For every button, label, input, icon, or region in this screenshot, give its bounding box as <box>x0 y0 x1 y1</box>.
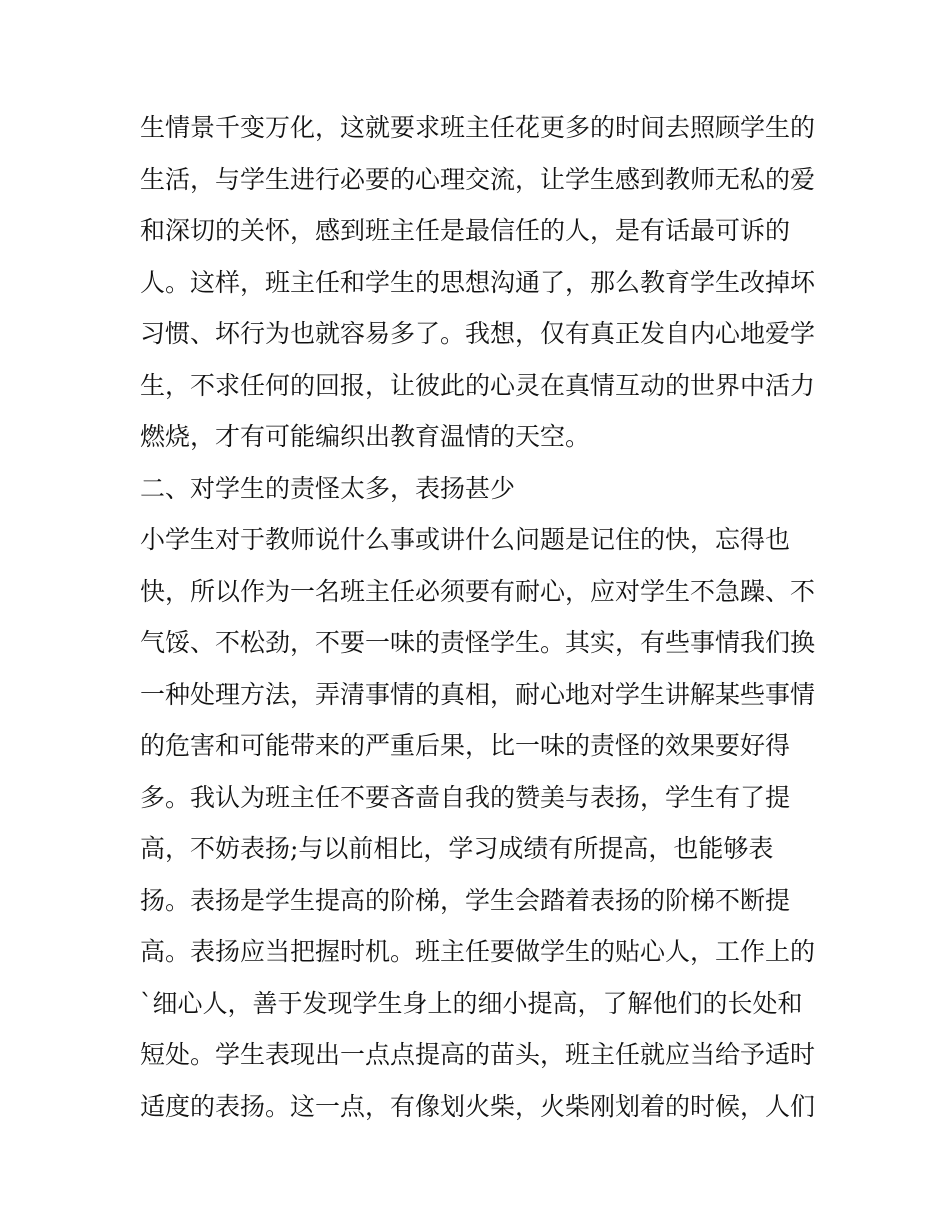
text-line: 的危害和可能带来的严重后果，比一味的责怪的效果要好得 <box>140 731 791 760</box>
text-line: 多。我认为班主任不要吝啬自我的赞美与表扬，学生有了提 <box>140 782 791 812</box>
text-line: 和深切的关怀，感到班主任是最信任的人，是有话最可诉的 <box>140 216 791 245</box>
text-line: 气馁、不松劲，不要一味的责怪学生。其实，有些事情我们换 <box>140 628 816 657</box>
text-line: 一种处理方法，弄清事情的真相，耐心地对学生讲解某些事情 <box>140 679 816 709</box>
text-line: 适度的表扬。这一点，有像划火柴，火柴刚划着的时候，人们 <box>140 1091 816 1121</box>
text-line: 小学生对于教师说什么事或讲什么问题是记住的快，忘得也 <box>140 525 791 554</box>
text-line: 扬。表扬是学生提高的阶梯，学生会踏着表扬的阶梯不断提 <box>140 885 791 915</box>
text-line: 生，不求任何的回报，让彼此的心灵在真情互动的世界中活力 <box>140 370 816 400</box>
text-line: 高。表扬应当把握时机。班主任要做学生的贴心人，工作上的 <box>140 937 816 966</box>
text-line: 燃烧，才有可能编织出教育温情的天空。 <box>140 422 591 451</box>
text-line: `细心人，善于发现学生身上的细小提高，了解他们的长处和 <box>140 988 803 1018</box>
text-line: 短处。学生表现出一点点提高的苗头，班主任就应当给予适时 <box>140 1040 816 1069</box>
text-line: 生情景千变万化，这就要求班主任花更多的时间去照顾学生的 <box>140 113 816 142</box>
section-heading: 二、对学生的责怪太多，表扬甚少 <box>140 473 516 503</box>
text-line: 生活，与学生进行必要的心理交流，让学生感到教师无私的爱 <box>140 164 816 194</box>
text-line: 高，不妨表扬;与以前相比，学习成绩有所提高，也能够表 <box>140 834 774 863</box>
text-line: 习惯、坏行为也就容易多了。我想，仅有真正发自内心地爱学 <box>140 319 816 348</box>
text-line: 人。这样，班主任和学生的思想沟通了，那么教育学生改掉坏 <box>140 267 816 297</box>
body-text <box>140 102 820 1132</box>
text-line: 快，所以作为一名班主任必须要有耐心，应对学生不急躁、不 <box>140 576 816 606</box>
